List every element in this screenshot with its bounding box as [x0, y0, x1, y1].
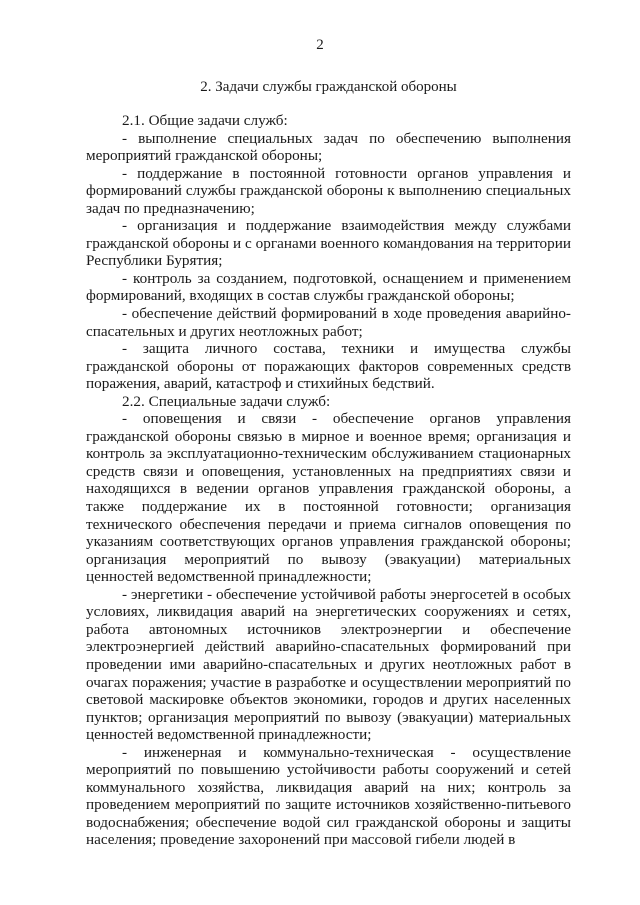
- paragraph-general-tasks-heading: 2.1. Общие задачи служб:: [122, 112, 288, 129]
- section-heading: 2. Задачи службы гражданской обороны: [200, 79, 457, 95]
- paragraph-item: - защита личного состава, техники и имущества службы гражданской обороны от поражающих факторов современных средств поражения, аварий, катастроф и стихийных бедствий.: [86, 340, 571, 393]
- body-text: [86, 112, 571, 849]
- paragraph-item: - выполнение специальных задач по обеспечению выполнения мероприятий гражданской обороны;: [86, 129, 571, 165]
- paragraph-item: - обеспечение действий формирований в ходе проведения аварийно-спасательных и других неотложных работ;: [86, 305, 571, 340]
- paragraph-item: - инженерная и коммунально-техническая - осуществление мероприятий по повышению устойчивости работы сооружений и сетей коммунального хозяйства, ликвидация аварий на них; контроль за проведением мероприятий по защите источников хозяйственно-питьевого водоснабжения; обеспечение водой сил гражданской обороны и защиты населения; проведение захоронений при массовой гибели людей в: [86, 743, 571, 849]
- paragraph-special-tasks-heading: 2.2. Специальные задачи служб:: [122, 392, 331, 410]
- paragraph-item: - поддержание в постоянной готовности органов управления и формирований службы гражданской обороны к выполнению специальных задач по предназначению;: [86, 164, 571, 217]
- page-number: 2: [316, 37, 324, 53]
- paragraph-item: - оповещения и связи - обеспечение органов управления гражданской обороны связью в мирное и военное время; организация и контроль за эксплуатационно-техническим обслуживанием стационарных средств связи и оповещения, установленных на предприятиях связи и находящихся в ведении органов управления гражданской обороны, а также поддержание их в постоянной готовности; организация технического обеспечения передачи и приема сигналов оповещения по указаниям соответствующих органов управления гражданской обороны; организация мероприятий по вывозу (эвакуации) материальных ценностей ведомственной принадлежности;: [86, 410, 571, 586]
- paragraph-item: - контроль за созданием, подготовкой, оснащением и применением формирований, входящих в состав службы гражданской обороны;: [86, 269, 571, 305]
- paragraph-item: - энергетики - обеспечение устойчивой работы энергосетей в особых условиях, ликвидация аварий на энергетических сооружениях и сетях, работа автономных источников электроэнергии и обеспечение электроэнергией действий аварийно-спасательных формирований при проведении ими аварийно-спасательных и других неотложных работ в очагах поражения; участие в разработке и осуществлении мероприятий по световой маскировке объектов экономики, городов и других населенных пунктов; организация мероприятий по вывозу (эвакуации) материальных ценностей ведомственной принадлежности;: [86, 585, 571, 744]
- paragraph-item: - организация и поддержание взаимодействия между службами гражданской обороны и с органами военного командования на территории Республики Бурятия;: [86, 217, 571, 270]
